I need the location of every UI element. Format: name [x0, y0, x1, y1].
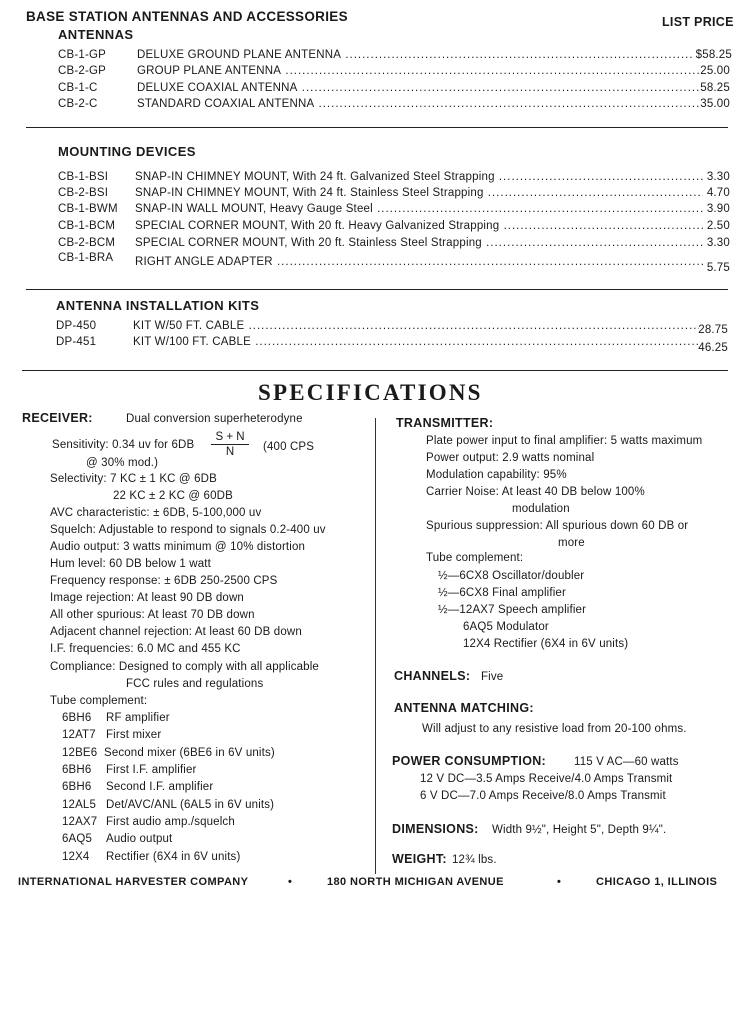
spec-line: AVC characteristic: ± 6DB, 5-100,000 uv	[50, 507, 262, 519]
spec-line-continued: modulation	[512, 503, 570, 515]
part-code: CB-1-BCM	[58, 220, 116, 232]
tube-line: ½—6CX8 Final amplifier	[438, 587, 566, 599]
spec-line: Plate power input to final amplifier: 5 watts maximum	[426, 435, 703, 447]
price-row	[0, 237, 748, 253]
sensitivity-cps: (400 CPS	[263, 441, 315, 453]
tube-number: 6BH6	[62, 712, 92, 724]
tube-function: Audio output	[106, 833, 173, 845]
tube-complement-label: Tube complement:	[50, 695, 148, 707]
spec-line: Adjacent channel rejection: At least 60 DB down	[50, 626, 302, 638]
power-value: 115 V AC—60 watts	[574, 756, 679, 768]
part-code: CB-1-BSI	[58, 171, 109, 183]
dimensions-value: Width 9½", Height 5", Depth 9¼".	[492, 824, 667, 836]
tube-function: First audio amp./squelch	[106, 816, 235, 828]
part-description: SNAP-IN CHIMNEY MOUNT, With 24 ft. Stainless Steel Strapping .....	[135, 187, 703, 199]
part-description: SNAP-IN WALL MOUNT, Heavy Gauge Steel .....	[135, 203, 703, 215]
tube-number: 12AT7	[62, 729, 96, 741]
tube-number: 6AQ5	[62, 833, 93, 845]
part-code: CB-1-GP	[58, 49, 107, 61]
part-price: $58.25	[695, 49, 732, 61]
spec-line: Image rejection: At least 90 DB down	[50, 592, 244, 604]
part-code: CB-2-BCM	[58, 237, 116, 249]
antennas-heading: ANTENNAS	[58, 27, 134, 42]
spec-line: All other spurious: At least 70 DB down	[50, 609, 255, 621]
column-divider	[375, 418, 376, 874]
part-description: DELUXE COAXIAL ANTENNA .....	[137, 82, 701, 94]
part-code: CB-1-C	[58, 82, 98, 94]
receiver-label: RECEIVER:	[22, 411, 93, 425]
tube-number: 6BH6	[62, 781, 92, 793]
part-description: GROUP PLANE ANTENNA .....	[137, 65, 701, 77]
price-row	[0, 65, 748, 81]
price-row	[0, 220, 748, 236]
part-price: 35.00	[700, 98, 730, 110]
selectivity-line: Selectivity: 7 KC ± 1 KC @ 6DB	[50, 473, 217, 485]
price-row	[0, 49, 748, 65]
spec-line: Spurious suppression: All spurious down 60 DB or	[426, 520, 689, 532]
tube-number: 6BH6	[62, 764, 92, 776]
part-description: SNAP-IN CHIMNEY MOUNT, With 24 ft. Galvanized Steel Strapping .....	[135, 171, 703, 183]
power-line: 12 V DC—3.5 Amps Receive/4.0 Amps Transmit	[420, 773, 673, 785]
power-label: POWER CONSUMPTION:	[392, 754, 547, 768]
tube-number: 12X4	[62, 851, 90, 863]
part-price: 3.30	[706, 171, 730, 183]
selectivity-line-2: 22 KC ± 2 KC @ 60DB	[113, 490, 233, 502]
part-description: KIT W/50 FT. CABLE .....	[133, 320, 699, 332]
snr-fraction	[211, 430, 249, 459]
part-code: CB-2-GP	[58, 65, 107, 77]
spec-line-continued: FCC rules and regulations	[126, 678, 264, 690]
spec-line: Compliance: Designed to comply with all applicable	[50, 661, 319, 673]
tube-line: 12X4 Rectifier (6X4 in 6V units)	[463, 638, 629, 650]
part-price: 3.90	[706, 203, 730, 215]
tube-function: Second I.F. amplifier	[106, 781, 214, 793]
price-row	[0, 252, 748, 274]
part-description: STANDARD COAXIAL ANTENNA .....	[137, 98, 701, 110]
spec-line: Squelch: Adjustable to respond to signals 0.2-400 uv	[50, 524, 326, 536]
tube-function: Second mixer (6BE6 in 6V units)	[104, 747, 275, 759]
price-row	[0, 98, 748, 114]
page-title: BASE STATION ANTENNAS AND ACCESSORIES	[26, 9, 348, 24]
divider	[26, 289, 728, 290]
part-description: SPECIAL CORNER MOUNT, With 20 ft. Stainless Steel Strapping .....	[135, 237, 703, 249]
part-description: SPECIAL CORNER MOUNT, With 20 ft. Heavy Galvanized Strapping .....	[135, 220, 703, 232]
part-price: 25.00	[700, 65, 730, 77]
part-code: DP-451	[56, 336, 97, 348]
part-description: KIT W/100 FT. CABLE .....	[133, 336, 699, 348]
spec-line: Modulation capability: 95%	[426, 469, 567, 481]
part-price: 5.75	[706, 262, 730, 274]
company-address: 180 NORTH MICHIGAN AVENUE	[327, 876, 504, 888]
antenna-matching-label: ANTENNA MATCHING:	[394, 701, 534, 715]
fraction-numerator: S + N	[211, 430, 249, 445]
weight-value: 12¾ lbs.	[452, 854, 497, 866]
spec-line: Power output: 2.9 watts nominal	[426, 452, 595, 464]
tube-line: 6AQ5 Modulator	[463, 621, 549, 633]
spec-line: Frequency response: ± 6DB 250-2500 CPS	[50, 575, 278, 587]
part-price: 2.50	[706, 220, 730, 232]
company-name: INTERNATIONAL HARVESTER COMPANY	[18, 876, 249, 888]
price-row	[0, 336, 748, 352]
tube-number: 12AX7	[62, 816, 98, 828]
specifications-title: SPECIFICATIONS	[258, 380, 483, 405]
weight-label: WEIGHT:	[392, 852, 447, 866]
price-row	[0, 171, 748, 187]
separator-dot: •	[557, 876, 561, 888]
part-price: 4.70	[706, 187, 730, 199]
channels-label: CHANNELS:	[394, 669, 471, 683]
divider	[26, 127, 728, 128]
divider	[22, 370, 728, 371]
kits-heading: ANTENNA INSTALLATION KITS	[56, 298, 260, 313]
mounting-heading: MOUNTING DEVICES	[58, 144, 196, 159]
tube-function: RF amplifier	[106, 712, 170, 724]
part-code: CB-1-BWM	[58, 203, 118, 215]
price-row	[0, 187, 748, 203]
part-price: 3.30	[706, 237, 730, 249]
spec-line: Hum level: 60 DB below 1 watt	[50, 558, 211, 570]
spec-line-continued: more	[558, 537, 585, 549]
tube-function: Rectifier (6X4 in 6V units)	[106, 851, 241, 863]
company-city: CHICAGO 1, ILLINOIS	[596, 876, 718, 888]
part-price: 46.25	[698, 342, 728, 354]
tube-function: First mixer	[106, 729, 162, 741]
price-row	[0, 82, 748, 98]
tube-complement-label: Tube complement:	[426, 552, 524, 564]
part-code: DP-450	[56, 320, 97, 332]
tube-function: Det/AVC/ANL (6AL5 in 6V units)	[106, 799, 275, 811]
tube-line: ½—12AX7 Speech amplifier	[438, 604, 587, 616]
part-description: DELUXE GROUND PLANE ANTENNA .....	[137, 49, 693, 61]
list-price-heading: LIST PRICE	[662, 15, 734, 29]
spec-line: Audio output: 3 watts minimum @ 10% distortion	[50, 541, 306, 553]
tube-number: 12BE6	[62, 747, 98, 759]
channels-value: Five	[481, 671, 504, 683]
tube-function: First I.F. amplifier	[106, 764, 197, 776]
part-code: CB-1-BRA	[58, 252, 114, 264]
sensitivity-mod: @ 30% mod.)	[86, 457, 159, 469]
sensitivity-text: Sensitivity: 0.34 uv for 6DB	[52, 439, 195, 451]
spec-line: Carrier Noise: At least 40 DB below 100%	[426, 486, 645, 498]
transmitter-label: TRANSMITTER:	[396, 416, 494, 430]
dimensions-label: DIMENSIONS:	[392, 822, 479, 836]
part-description: RIGHT ANGLE ADAPTER .....	[135, 256, 703, 268]
tube-number: 12AL5	[62, 799, 97, 811]
part-code: CB-2-C	[58, 98, 98, 110]
part-code: CB-2-BSI	[58, 187, 109, 199]
receiver-type: Dual conversion superheterodyne	[126, 413, 303, 425]
spec-line: I.F. frequencies: 6.0 MC and 455 KC	[50, 643, 241, 655]
fraction-denominator: N	[225, 446, 235, 458]
part-price: 58.25	[700, 82, 730, 94]
price-row	[0, 203, 748, 219]
antenna-matching-value: Will adjust to any resistive load from 20-100 ohms.	[422, 723, 687, 735]
part-price: 28.75	[698, 324, 728, 336]
tube-line: ½—6CX8 Oscillator/doubler	[438, 570, 585, 582]
price-row	[0, 320, 748, 336]
power-line: 6 V DC—7.0 Amps Receive/8.0 Amps Transmit	[420, 790, 666, 802]
separator-dot: •	[288, 876, 292, 888]
